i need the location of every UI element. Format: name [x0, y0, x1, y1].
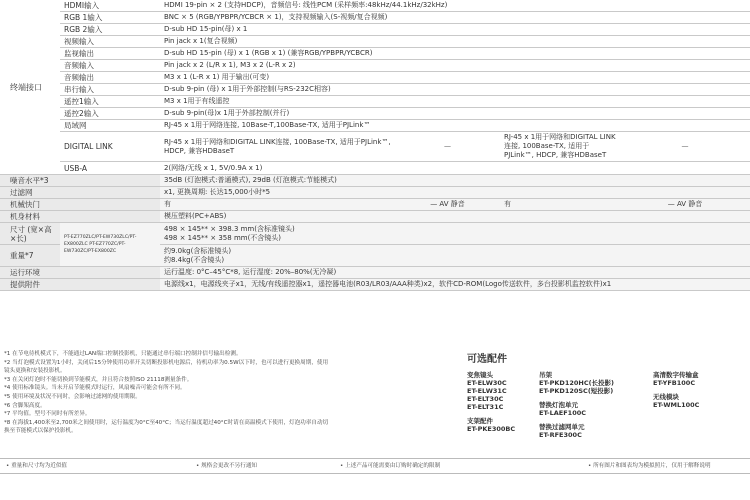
footnote: *3 在关闭灯泡时不能切换到节能模式，并且符合按照ISO 21118测量条件。	[4, 376, 193, 383]
spec-row	[0, 84, 750, 96]
accessory-model: ET-PKE300BC	[467, 425, 516, 433]
spec-cell: Pin jack x 1(复合视频)	[160, 36, 750, 48]
footer-note: • 上述产品可能需要由订购时确定的限制	[340, 463, 441, 469]
spec-row-label: RGB 2输入	[60, 24, 160, 36]
spec-row-label: 遥控2输入	[60, 108, 160, 120]
spec-row	[0, 0, 750, 12]
spec-row	[0, 36, 750, 48]
spec-row	[0, 279, 750, 291]
spec-row	[0, 132, 750, 162]
accessory-model: ET-ELW30C	[467, 379, 507, 387]
spec-row	[0, 162, 750, 175]
spec-row-label: 视频输入	[60, 36, 160, 48]
spec-cell: 35dB (灯泡模式:普通模式), 29dB (灯泡模式:节能模式)	[160, 175, 750, 187]
accessory-model: ET-ELT31C	[467, 403, 504, 411]
accessory-category: 变焦镜头	[467, 371, 493, 379]
spec-cell	[160, 223, 750, 245]
footnote: *8 在海拔1,400米至2,700米之间使用时，运行温度为0°C至40°C；当运行温度超过40°C时请在高温模式下使用，灯泡功率自动切	[4, 419, 329, 426]
spec-cell-line: 约8.4kg(不含镜头)	[164, 255, 225, 264]
spec-group-label: 终端接口	[0, 0, 60, 175]
spec-row	[0, 120, 750, 132]
spec-row	[0, 223, 750, 245]
footnote: 换至节能模式以保护投影机。	[4, 428, 77, 435]
spec-row	[0, 12, 750, 24]
spec-model-list: PT-EZ770ZLC/PT-EW730ZLC/PT-EX800ZLC PT-EZ770ZC/PT-EW730ZC/PT-EX800ZC	[60, 223, 160, 267]
spec-cell: D-sub HD 15-pin (母) x 1 (RGB x 1) (兼容RGB/YPBPR/YCBCR)	[160, 48, 750, 60]
accessory-category: 替换灯泡单元	[539, 401, 578, 409]
accessory-category: 高清数字传输盒	[653, 371, 699, 379]
footnote: *6 含脚架高度。	[4, 402, 46, 409]
spec-cell: 电源线x1，电源线夹子x1，无线/有线遥控器x1，遥控器电池(R03/LR03/AAA种类)x2，软件CD-ROM(Logo传送软件，多台投影机监控软件)x1	[160, 279, 750, 291]
spec-group-label: 运行环境	[0, 267, 160, 279]
spec-row	[0, 187, 750, 199]
spec-group-label: 过滤网	[0, 187, 160, 199]
accessory-model: ET-LAEF100C	[539, 409, 587, 417]
footer-note: • 所有图片和图表均为模拟照片，仅用于解释说明	[588, 463, 711, 469]
footer-note: • 规格会更改不另行通知	[196, 463, 258, 469]
spec-cell: 模压塑料(PC+ABS)	[160, 211, 750, 223]
accessory-model: ET-ELT30C	[467, 395, 504, 403]
spec-row-label: 局域网	[60, 120, 160, 132]
spec-row-label: HDMI输入	[60, 0, 160, 12]
spec-cell-line: 498 × 145** × 358 mm(不含镜头)	[164, 233, 282, 242]
spec-cell: 2(网络/无线 x 1, 5V/0.9A x 1)	[160, 162, 750, 175]
spec-cell: 运行温度: 0°C–45°C*8, 运行湿度: 20%–80%(无冷凝)	[160, 267, 750, 279]
spec-row-label: 串行输入	[60, 84, 160, 96]
spec-row	[0, 60, 750, 72]
footer-disclaimer	[0, 458, 750, 474]
spec-group-label: 机械快门	[0, 199, 160, 211]
footer-note: • 重量和尺寸均为近似值	[6, 463, 68, 469]
spec-row-label: RGB 1输入	[60, 12, 160, 24]
spec-row	[0, 267, 750, 279]
optional-accessories-title: 可选配件	[467, 354, 507, 365]
spec-cell: — AV 静音	[395, 199, 500, 211]
spec-cell: HDMI 19-pin × 2 (支持HDCP)，音频信号: 线性PCM (采样频率:48kHz/44.1kHz/32kHz)	[160, 0, 750, 12]
accessory-model: ET-PKD120SC(短投影)	[539, 387, 614, 395]
spec-group-label: 重量*7	[0, 245, 60, 267]
accessory-model: ET-ELW31C	[467, 387, 507, 395]
spec-group-label: 尺寸 (宽×高×长)	[0, 223, 60, 245]
spec-cell: 有	[160, 199, 395, 211]
spec-group-label: 噪音水平*3	[0, 175, 160, 187]
accessory-column	[653, 371, 699, 409]
spec-cell-line: 约9.0kg(含标准镜头)	[164, 246, 232, 255]
footnote: 镜头更换和安装投影机。	[4, 368, 66, 375]
footnote: *1 在节电待机模式下，不能通过LAN端口控制投影机，只能通过串行端口控制并信号输出检测。	[4, 351, 242, 357]
spec-row-label: USB-A	[60, 162, 160, 175]
spec-row-label: DIGITAL LINK	[60, 132, 160, 162]
spec-cell: D-sub 9-pin (母) x 1用于外部控制(与RS-232C相容)	[160, 84, 750, 96]
spec-row	[0, 108, 750, 120]
footnote: *5 使用环境及状况不同时，会影响过滤网的使用期限。	[4, 393, 141, 400]
spec-row	[0, 24, 750, 36]
spec-cell: BNC × 5 (RGB/YPBPR/YCBCR × 1)，支持视频输入(S-视频/复合视频)	[160, 12, 750, 24]
spec-cell	[160, 245, 750, 267]
spec-cell: RJ-45 x 1用于网络和DIGITAL LINK连接, 100Base-TX, 适用于PJLink™, HDCP, 兼容HDBaseT	[160, 132, 395, 162]
accessory-category: 替换过滤网单元	[539, 423, 585, 431]
accessory-category: 吊架	[539, 371, 552, 379]
spec-cell: —	[620, 132, 750, 162]
accessory-model: ET-YFB100C	[653, 379, 696, 387]
accessory-column	[539, 371, 614, 439]
spec-cell: RJ-45 x 1用于网络和DIGITAL LINK连接, 100Base-TX, 适用于PJLink™, HDCP, 兼容HDBaseT	[500, 132, 620, 162]
spec-row	[0, 72, 750, 84]
spec-row-label: 监视输出	[60, 48, 160, 60]
footnote: *2 当灯泡模式设置为1小时，关闭后15分钟使用功率开关切断投影机电源后，待机功率为0.5W以下时，也可以进行更换周期，使用	[4, 359, 329, 366]
spec-cell: 有	[500, 199, 620, 211]
spec-cell: Pin jack x 2 (L/R x 1), M3 x 2 (L-R x 2)	[160, 60, 750, 72]
spec-cell: —	[395, 132, 500, 162]
spec-row-label: 音频输入	[60, 60, 160, 72]
spec-cell: M3 x 1用于有线遥控	[160, 96, 750, 108]
spec-row	[0, 199, 750, 211]
spec-row-label: 音频输出	[60, 72, 160, 84]
spec-row	[0, 211, 750, 223]
accessory-column	[467, 371, 515, 433]
optional-accessories-grid	[467, 371, 747, 471]
accessory-category: 支架配件	[467, 417, 493, 425]
spec-row	[0, 48, 750, 60]
spec-cell: x1, 更换周期: 长达15,000小时*5	[160, 187, 750, 199]
spec-row	[0, 96, 750, 108]
footnotes	[4, 350, 449, 436]
accessory-model: ET-RFE300C	[539, 431, 582, 439]
optional-accessories	[467, 350, 747, 471]
spec-cell: M3 x 1 (L-R x 1) 用于输出(可变)	[160, 72, 750, 84]
accessory-model: ET-WML100C	[653, 401, 700, 409]
spec-row	[0, 175, 750, 187]
spec-cell: RJ-45 x 1用于网络连接, 10Base-T,100Base-TX, 适用于PJLink™	[160, 120, 750, 132]
accessory-model: ET-PKD120HC(长投影)	[539, 379, 615, 387]
footnote: *4 使用标准镜头。当未开启节能模式时运行，风扇噪音可能会有所不同。	[4, 385, 186, 392]
spec-cell-line: 498 × 145** × 398.3 mm(含标准镜头)	[164, 224, 295, 233]
spec-group-label: 机身材料	[0, 211, 160, 223]
footnote: *7 平均值。型号不同时有所差异。	[4, 411, 91, 418]
spec-cell: D-sub HD 15-pin(母) x 1	[160, 24, 750, 36]
spec-cell: D-sub 9-pin(母)x 1用于外部控制(并行)	[160, 108, 750, 120]
accessory-category: 无线模块	[653, 393, 679, 401]
spec-cell: — AV 静音	[620, 199, 750, 211]
spec-row-label: 遥控1输入	[60, 96, 160, 108]
spec-group-label: 提供附件	[0, 279, 160, 291]
